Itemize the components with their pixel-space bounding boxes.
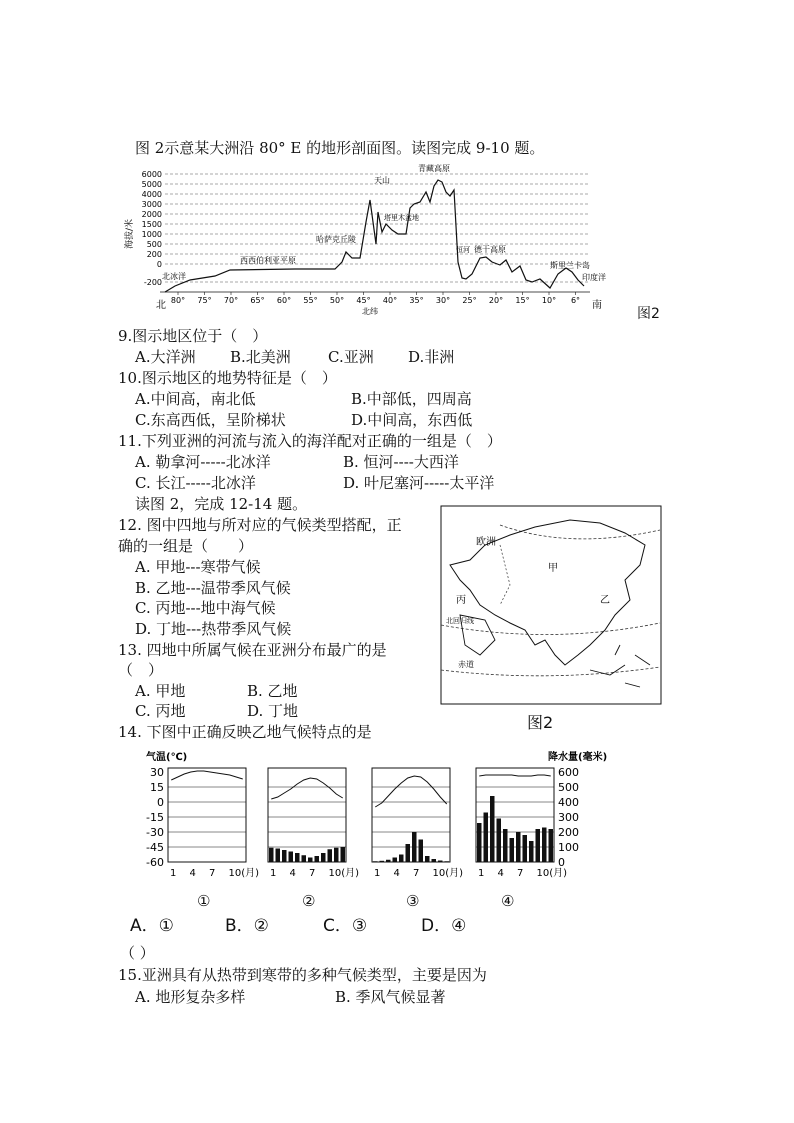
y-tick: 500 <box>146 240 162 249</box>
climate-chart-1 <box>168 768 259 879</box>
temp-tick: 0 <box>157 796 164 809</box>
label-yi: 乙 <box>600 595 610 606</box>
q11-option-d: D. 叶尼塞河-----太平洋 <box>343 474 495 492</box>
y-tick: 5000 <box>141 180 162 189</box>
chart-id-1: ① <box>197 892 211 910</box>
q10-option-b: B.中部低，四周高 <box>351 390 472 408</box>
q12-stem-2: 确的一组是（ ） <box>118 537 254 555</box>
precip-bar <box>295 853 300 862</box>
precip-bar <box>276 849 281 863</box>
x-tick: 40° <box>382 296 398 305</box>
label-tibet: 青藏高原 <box>418 164 450 173</box>
profile-x-label: 北纬 <box>362 307 378 316</box>
temp-tick: -15 <box>146 811 164 824</box>
q13-option-b: B. 乙地 <box>247 682 298 700</box>
precip-bar <box>484 813 489 863</box>
temp-curve <box>375 776 447 807</box>
x-tick: 55° <box>303 296 318 305</box>
temp-curve <box>479 775 551 776</box>
precip-bar <box>419 840 424 863</box>
temp-axis-label: 气温(℃) <box>146 752 188 763</box>
q12-option-b: B. 乙地---温带季风气候 <box>135 579 291 597</box>
climate-chart-2 <box>268 768 359 879</box>
month-tick: 4 <box>497 868 504 879</box>
label-tarim: 塔里木盆地 <box>384 214 419 222</box>
x-tick: 80° <box>170 296 186 305</box>
answer-c: C．③ <box>323 916 368 936</box>
answer-blank: （ ） <box>120 944 155 962</box>
precip-bar <box>302 855 307 862</box>
y-tick: 6000 <box>141 170 162 179</box>
precip-bar <box>523 835 528 862</box>
q13-option-c: C. 丙地 <box>135 702 186 720</box>
q11-option-c: C. 长江-----北冰洋 <box>135 474 256 492</box>
precip-bar <box>289 852 294 863</box>
precip-bar <box>477 823 482 862</box>
label-srilanka: 斯里兰卡岛 <box>550 261 590 270</box>
x-tick: 15° <box>515 296 530 305</box>
precip-bar <box>282 850 287 862</box>
precip-tick: 600 <box>558 766 579 779</box>
y-axis-label: 海拔/米 <box>125 218 135 250</box>
y-tick: 1500 <box>141 220 162 229</box>
q13-stem-2: （ ） <box>118 661 164 679</box>
intro-text: 图 2示意某大洲沿 80° E 的地形剖面图。读图完成 9-10 题。 <box>135 139 545 157</box>
precip-bar <box>510 838 515 862</box>
label-arctic: 北冰洋 <box>162 272 186 281</box>
temp-tick: -30 <box>146 826 164 839</box>
month-tick: 7 <box>309 868 316 879</box>
map-caption: 图2 <box>527 713 554 732</box>
temp-tick: -60 <box>146 856 164 869</box>
x-tick: 60° <box>276 296 292 305</box>
q14-stem: 14. 下图中正确反映乙地气候特点的是 <box>118 723 372 741</box>
climate-chart-3 <box>372 768 463 879</box>
precip-bar <box>536 829 541 862</box>
temp-tick: 30 <box>150 766 164 779</box>
q9-option-a: A.大洋洲 <box>135 348 196 366</box>
profile-caption: 图2 <box>637 306 660 322</box>
x-ticks <box>171 292 580 305</box>
y-tick: 2000 <box>141 210 162 219</box>
precip-axis-label: 降水量(毫米) <box>548 752 608 763</box>
label-bing: 丙 <box>456 595 466 606</box>
q12-stem-1: 12. 图中四地与所对应的气候类型搭配，正 <box>118 516 402 534</box>
precip-bar <box>399 855 404 863</box>
label-tianshan: 天山 <box>374 176 390 185</box>
q11-option-a: A. 勒拿河-----北冰洋 <box>135 453 271 471</box>
x-tick: 30° <box>435 296 451 305</box>
precip-bar <box>490 796 495 862</box>
precip-bar <box>308 858 313 863</box>
month-tick: 1 <box>374 868 381 879</box>
q15-option-a: A. 地形复杂多样 <box>135 988 246 1006</box>
q12-option-d: D. 丁地---热带季风气候 <box>135 620 292 638</box>
profile-line <box>165 180 584 292</box>
precip-tick: 400 <box>558 796 579 809</box>
precip-bar <box>503 829 508 862</box>
q15-option-b: B. 季风气候显著 <box>335 988 446 1006</box>
precip-bar <box>406 844 411 862</box>
q10-option-a: A.中间高，南北低 <box>135 390 256 408</box>
temp-tick: 15 <box>150 781 164 794</box>
precip-bar <box>393 858 398 863</box>
terrain-profile <box>120 162 610 322</box>
intro2-text: 读图 2，完成 12-14 题。 <box>135 495 308 513</box>
x-tick: 10° <box>541 296 557 305</box>
y-ticks <box>142 170 162 287</box>
x-tick: 45° <box>356 296 371 305</box>
y-tick: 3000 <box>141 200 162 209</box>
chart-id-4: ④ <box>501 892 515 910</box>
x-tick: 70° <box>223 296 239 305</box>
profile-south: 南 <box>592 300 602 311</box>
precip-tick: 500 <box>558 781 579 794</box>
q9-option-d: D.非洲 <box>408 348 455 366</box>
precip-bar <box>380 861 385 862</box>
precip-bar <box>425 856 430 862</box>
precip-bar <box>542 828 547 863</box>
x-tick: 35° <box>409 296 424 305</box>
climate-chart-4 <box>476 768 567 879</box>
q10-option-d: D.中间高，东西低 <box>351 411 473 429</box>
y-tick: -200 <box>143 278 162 287</box>
precip-bar <box>432 859 437 862</box>
x-tick: 75° <box>197 296 212 305</box>
q10-option-c: C.东高西低，呈阶梯状 <box>135 411 286 429</box>
profile-north: 北 <box>156 300 166 311</box>
label-ganges: 恒河 <box>456 246 470 254</box>
label-deccan: 德干高原 <box>474 245 506 254</box>
precip-bar <box>412 832 417 862</box>
precip-bar <box>269 848 274 862</box>
precip-bar <box>334 848 339 862</box>
precip-bar <box>549 829 554 862</box>
month-tick: 4 <box>189 868 196 879</box>
x-tick: 20° <box>488 296 504 305</box>
precip-tick: 100 <box>558 841 579 854</box>
precip-bar <box>341 847 346 862</box>
q13-option-d: D. 丁地 <box>247 702 299 720</box>
month-tick: 7 <box>209 868 216 879</box>
chart-id-3: ③ <box>406 892 420 910</box>
y-tick: 200 <box>146 250 162 259</box>
q9-stem: 9.图示地区位于（ ） <box>118 327 268 345</box>
month-tick: 1 <box>270 868 277 879</box>
chart-id-2: ② <box>302 892 316 910</box>
x-tick: 65° <box>250 296 265 305</box>
y-tick: 4000 <box>141 190 162 199</box>
month-tick: 10(月) <box>536 868 568 879</box>
answer-d: D．④ <box>421 916 467 936</box>
month-tick: 7 <box>413 868 420 879</box>
q9-option-b: B.北美洲 <box>230 348 291 366</box>
x-tick: 50° <box>329 296 345 305</box>
label-jia: 甲 <box>548 563 558 574</box>
precip-bar <box>497 819 502 863</box>
x-tick: 25° <box>462 296 477 305</box>
precip-bar <box>438 861 443 863</box>
precip-bar <box>373 861 378 862</box>
month-tick: 1 <box>170 868 177 879</box>
precip-bar <box>529 841 534 862</box>
label-tropic: 北回归线 <box>446 617 474 625</box>
month-tick: 7 <box>517 868 524 879</box>
label-indian-ocean: 印度洋 <box>582 273 606 282</box>
q13-stem-1: 13. 四地中所属气候在亚洲分布最广的是 <box>118 641 387 659</box>
y-tick: 0 <box>156 260 162 269</box>
climate-charts <box>140 748 608 898</box>
precip-bar <box>445 861 450 862</box>
q12-option-c: C. 丙地---地中海气候 <box>135 599 276 617</box>
label-kazakh: 哈萨克丘陵 <box>316 235 356 244</box>
precip-bar <box>321 853 326 862</box>
y-tick: 1000 <box>141 230 162 239</box>
q15-stem: 15.亚洲具有从热带到寒带的多种气候类型，主要是因为 <box>118 966 487 984</box>
asia-map <box>440 505 662 705</box>
precip-tick: 200 <box>558 826 579 839</box>
month-tick: 10(月) <box>328 868 360 879</box>
answer-a: A．① <box>130 916 174 936</box>
precip-bar <box>386 860 391 862</box>
precip-tick: 0 <box>558 856 565 869</box>
temp-curve <box>171 771 243 780</box>
month-tick: 1 <box>478 868 485 879</box>
precip-bar <box>328 849 333 862</box>
temp-curve <box>271 778 343 799</box>
month-tick: 10(月) <box>228 868 260 879</box>
temp-tick: -45 <box>146 841 164 854</box>
month-tick: 4 <box>289 868 296 879</box>
q11-stem: 11.下列亚洲的河流与流入的海洋配对正确的一组是（ ） <box>118 432 502 450</box>
precip-bar <box>516 832 521 862</box>
q11-option-b: B. 恒河----大西洋 <box>343 453 459 471</box>
month-tick: 10(月) <box>432 868 464 879</box>
label-europe: 欧洲 <box>476 537 496 548</box>
precip-tick: 300 <box>558 811 579 824</box>
label-siberia: 西西伯利亚平原 <box>240 256 296 265</box>
q10-stem: 10.图示地区的地势特征是（ ） <box>118 369 337 387</box>
precip-bar <box>315 856 320 862</box>
q12-option-a: A. 甲地---寒带气候 <box>135 558 261 576</box>
label-equator: 赤道 <box>458 660 474 669</box>
month-tick: 4 <box>393 868 400 879</box>
q13-option-a: A. 甲地 <box>135 682 186 700</box>
q9-option-c: C.亚洲 <box>328 348 374 366</box>
x-tick: 6° <box>570 296 581 305</box>
answer-b: B．② <box>225 916 269 936</box>
